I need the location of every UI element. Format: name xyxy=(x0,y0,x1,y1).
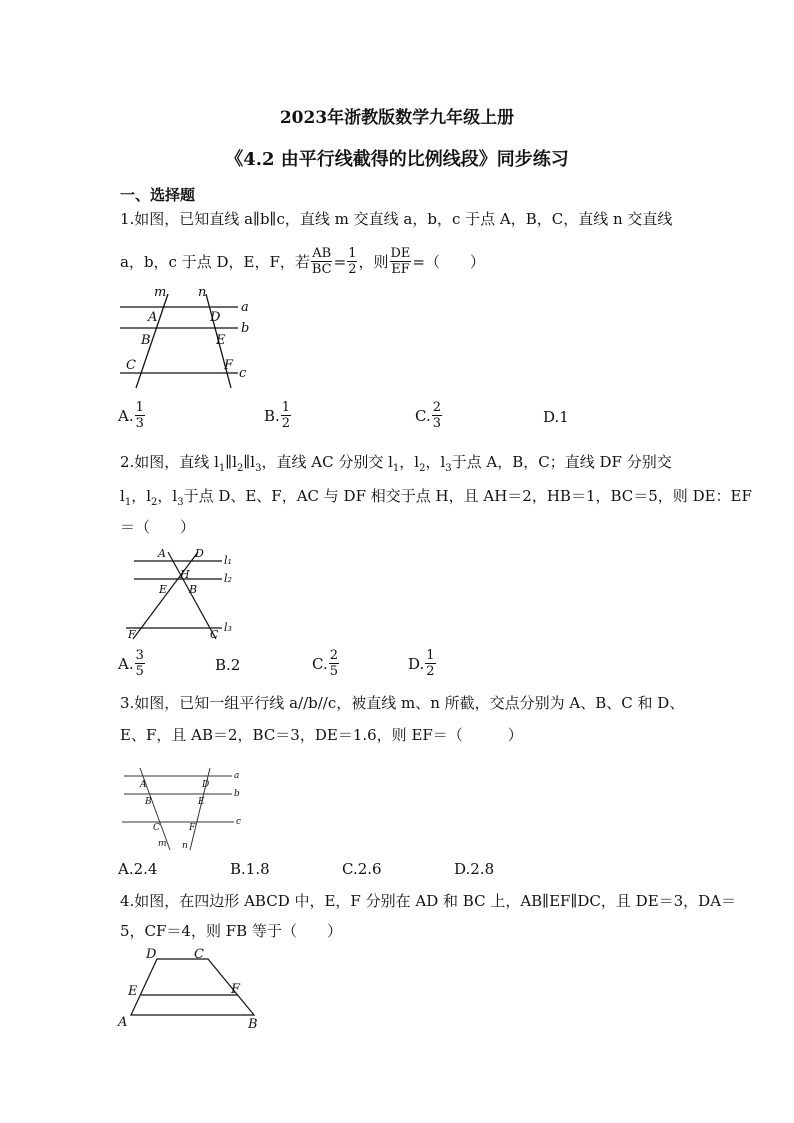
q2-text: ，l xyxy=(425,453,446,471)
q3-fig-label-b: b xyxy=(234,789,240,799)
q3-fig-label-E: E xyxy=(198,797,205,807)
subscript: 2 xyxy=(151,497,158,508)
q1-fig-label-A: A xyxy=(148,310,158,325)
fraction-numerator: 2 xyxy=(432,400,441,415)
q1-text-line1: 1.如图，已知直线 a∥b∥c，直线 m 交直线 a，b，c 于点 A，B，C，直线 n 交直线 xyxy=(120,210,673,228)
q2-text: ，l xyxy=(157,487,178,505)
q1-fig-label-D: D xyxy=(210,310,221,325)
option-label: D. xyxy=(543,408,560,426)
subscript: 3 xyxy=(445,463,452,474)
q1-condition-fraction xyxy=(311,246,333,277)
q1-option-a[interactable] xyxy=(118,400,146,431)
q3-fig-label-n: n xyxy=(182,841,188,851)
q3-fig-label-A: A xyxy=(140,780,147,790)
q1-option-d[interactable] xyxy=(543,408,569,426)
fraction-denominator: 2 xyxy=(348,262,357,277)
q1-fig-label-E: E xyxy=(216,333,226,348)
q3-fig-label-B: B xyxy=(145,797,152,807)
subscript: 2 xyxy=(237,463,244,474)
option-value: 1 xyxy=(559,408,569,426)
fraction-denominator: 2 xyxy=(281,416,291,431)
q2-fig-label-l3: l₃ xyxy=(224,621,232,634)
q4-fig-label-C: C xyxy=(194,947,204,962)
q2-text: ∥l xyxy=(225,453,237,471)
q1-text: a，b，c 于点 D，E，F，若 xyxy=(120,252,310,271)
q2-text-line3: ＝（ ） xyxy=(120,518,196,536)
fraction-numerator: DE xyxy=(390,246,411,261)
fraction-numerator: 3 xyxy=(135,648,144,663)
q2-fig-label-l1: l₁ xyxy=(224,554,232,567)
q2-text: l xyxy=(120,487,125,505)
q2-figure xyxy=(118,544,246,642)
fraction-numerator: 1 xyxy=(281,400,291,415)
option-label: C. xyxy=(415,406,431,425)
subscript: 3 xyxy=(255,463,262,474)
q1-fig-label-b: b xyxy=(241,321,250,336)
q3-fig-label-c: c xyxy=(236,817,242,827)
q3-text-line1: 3.如图，已知一组平行线 a//b//c，被直线 m、n 所截，交点分别为 A、B、C 和 D、 xyxy=(120,694,685,712)
q2-text: ∥l xyxy=(243,453,256,471)
option-label: B. xyxy=(215,656,231,674)
q3-fig-label-D: D xyxy=(202,780,210,790)
q4-text-line1: 4.如图，在四边形 ABCD 中，E，F 分别在 AD 和 BC 上，AB∥EF∥DC，且 DE＝3，DA＝ xyxy=(120,892,737,910)
q2-option-c[interactable] xyxy=(312,648,340,679)
q3-fig-label-a: a xyxy=(234,771,240,781)
subscript: 3 xyxy=(177,497,184,508)
fraction-denominator: EF xyxy=(391,262,410,277)
q1-text: =（ ） xyxy=(412,252,485,271)
q3-option-b[interactable]: B.1.8 xyxy=(230,860,270,878)
fraction-denominator: 3 xyxy=(135,416,144,431)
q2-fig-label-A: A xyxy=(158,547,166,560)
q1-asked-fraction xyxy=(390,246,412,277)
q4-fig-label-F: F xyxy=(231,982,241,997)
q4-fig-label-B: B xyxy=(248,1017,258,1032)
q2-fig-label-F: F xyxy=(128,628,136,641)
q1-figure xyxy=(110,284,260,390)
option-label: C. xyxy=(312,654,328,673)
fraction-numerator: 1 xyxy=(135,400,144,415)
q2-fig-label-C: C xyxy=(210,628,219,641)
option-label: A. xyxy=(118,654,134,673)
q2-fig-label-B: B xyxy=(189,583,198,596)
q3-option-d[interactable]: D.2.8 xyxy=(454,860,495,878)
q1-fig-label-c: c xyxy=(239,366,247,381)
q4-fig-label-D: D xyxy=(146,947,157,962)
equals-sign: = xyxy=(333,252,347,271)
q2-text: ，直线 AC 分别交 l xyxy=(261,453,393,471)
q1-option-c[interactable] xyxy=(415,400,443,431)
subscript: 1 xyxy=(218,463,226,474)
fraction-denominator: 5 xyxy=(135,664,144,679)
fraction-numerator: 1 xyxy=(348,246,357,261)
fraction-denominator: 2 xyxy=(426,664,435,679)
subscript: 1 xyxy=(392,463,400,474)
q3-fig-label-F: F xyxy=(189,823,196,833)
q3-option-c[interactable]: C.2.6 xyxy=(342,860,382,878)
q2-option-d[interactable] xyxy=(408,648,437,679)
q1-fig-label-C: C xyxy=(126,358,136,373)
q2-text: 于点 A，B，C；直线 DF 分别交 xyxy=(451,453,672,471)
q4-text-line2: 5，CF＝4，则 FB 等于（ ） xyxy=(120,922,342,940)
q3-figure xyxy=(118,764,250,852)
q1-fig-label-B: B xyxy=(141,333,151,348)
q2-option-a[interactable] xyxy=(118,648,146,679)
q2-text-line2 xyxy=(120,486,752,513)
page-title: 2023年浙教版数学九年级上册 xyxy=(279,108,515,128)
q1-text-line2 xyxy=(120,246,485,277)
q2-text-line1 xyxy=(120,452,672,479)
option-label: A. xyxy=(118,406,134,425)
fraction-denominator: 3 xyxy=(432,416,441,431)
option-label: D. xyxy=(408,654,425,673)
q3-text-line2: E、F，且 AB＝2，BC＝3，DE＝1.6，则 EF＝（ ） xyxy=(120,726,523,744)
q2-text: ，l xyxy=(399,453,420,471)
q3-fig-label-C: C xyxy=(153,823,160,833)
fraction-denominator: BC xyxy=(311,262,332,277)
option-label: B. xyxy=(264,406,280,425)
q1-condition-value xyxy=(347,246,357,277)
q1-text: ，则 xyxy=(358,252,389,271)
q4-figure xyxy=(114,944,264,1034)
q4-fig-label-E: E xyxy=(128,984,138,999)
subscript: 1 xyxy=(124,497,132,508)
q2-text: 2.如图，直线 l xyxy=(120,453,219,471)
section-heading: 一、选择题 xyxy=(120,186,196,204)
q3-fig-label-m: m xyxy=(158,839,167,849)
fraction-numerator: AB xyxy=(312,246,332,261)
q2-fig-label-H: H xyxy=(180,568,190,581)
option-value: 2 xyxy=(230,656,241,674)
q4-fig-label-A: A xyxy=(118,1015,128,1030)
fraction-numerator: 1 xyxy=(426,648,435,663)
q1-fig-label-F: F xyxy=(224,358,234,373)
q2-fig-label-l2: l₂ xyxy=(224,572,232,585)
q2-option-b[interactable] xyxy=(215,656,240,674)
q2-text: ，l xyxy=(131,487,151,505)
page-subtitle: 《4.2 由平行线截得的比例线段》同步练习 xyxy=(225,149,569,170)
q2-fig-label-D: D xyxy=(195,547,204,560)
q1-fig-label-a: a xyxy=(241,300,249,315)
q3-option-a[interactable]: A.2.4 xyxy=(118,860,158,878)
q1-fig-label-n: n xyxy=(198,285,207,300)
q2-text: 于点 D、E、F，AC 与 DF 相交于点 H，且 AH＝2，HB＝1，BC＝5，则 DE：EF xyxy=(183,487,752,505)
q1-fig-label-m: m xyxy=(154,285,167,300)
q2-fig-label-E: E xyxy=(159,583,168,596)
fraction-numerator: 2 xyxy=(329,648,338,663)
q1-option-b[interactable] xyxy=(264,400,292,431)
fraction-denominator: 5 xyxy=(329,664,338,679)
subscript: 2 xyxy=(419,463,426,474)
